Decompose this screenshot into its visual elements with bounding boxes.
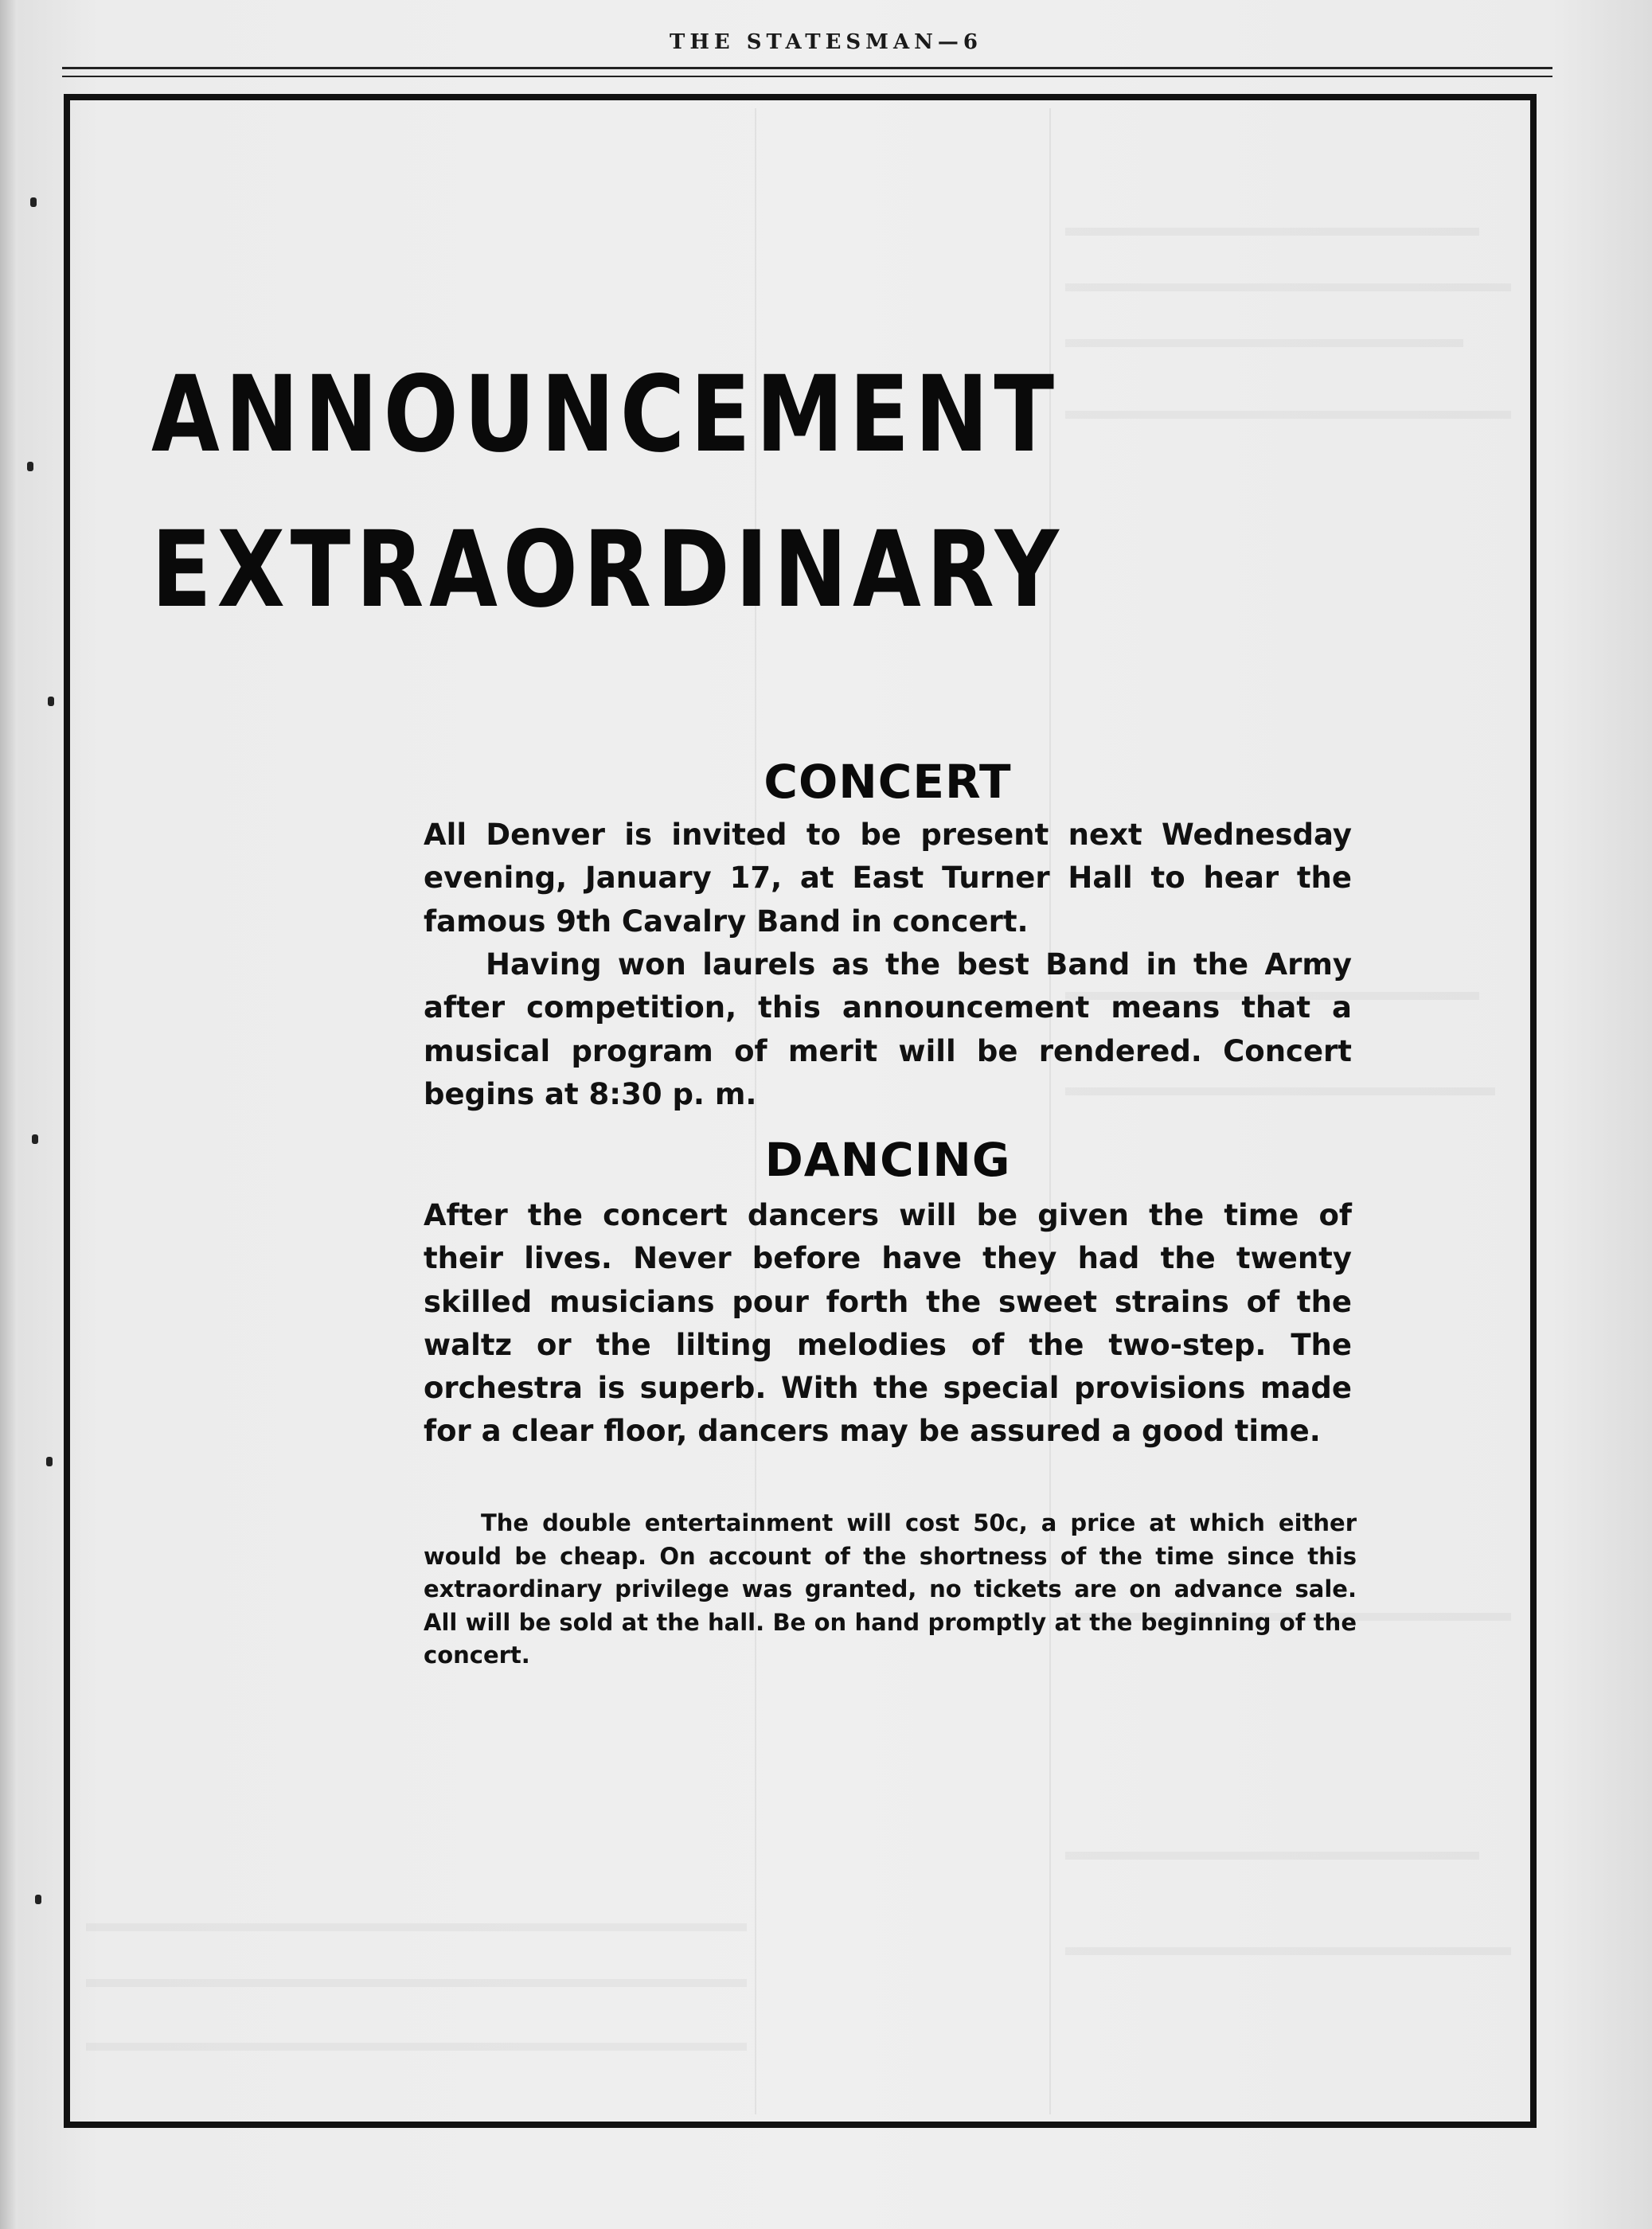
show-through-text (86, 1923, 747, 1931)
page-binding-edge (0, 0, 18, 2229)
headline-line-1: ANNOUNCEMENT (151, 353, 1060, 476)
show-through-text (1065, 339, 1463, 347)
show-through-text (1065, 411, 1511, 419)
binding-hole-mark (32, 1134, 38, 1144)
dancing-heading: DANCING (764, 1133, 1011, 1187)
concert-paragraph-2 (424, 943, 1352, 1116)
binding-hole-mark (35, 1895, 41, 1904)
show-through-text (86, 1979, 747, 1987)
binding-hole-mark (27, 462, 33, 471)
concert-heading: CONCERT (764, 755, 1012, 809)
headline-line-2: EXTRAORDINARY (151, 509, 1064, 631)
binding-hole-mark (30, 197, 37, 207)
running-head: THE STATESMAN—6 (670, 30, 982, 54)
show-through-text (1065, 1852, 1479, 1860)
dancing-paragraph: After the concert dancers will be given the time of their lives. Never before have they had the twenty skilled musicians pour forth the sweet strains of the waltz or the lilting melodies of the two-step. The orchestra is superb. With the special provisions made for a clear floor, dancers may be assured a good time. (424, 1198, 1352, 1449)
ticket-fine-print: The double entertainment will cost 50c, a price at which either would be cheap. On account of the shortness of the time since this extraordinary privilege was granted, no tickets are on advance sale. All will be sold at the hall. Be on hand promptly at the beginning of the concert. (424, 1509, 1357, 1669)
header-rule (62, 67, 1552, 69)
show-through-text (1065, 228, 1479, 236)
header-rule (62, 76, 1552, 77)
binding-hole-mark (48, 697, 54, 706)
show-through-text (1065, 1947, 1511, 1955)
concert-paragraph-1: All Denver is invited to be present next Wednesday evening, January 17, at East Turner Hall to hear the famous 9th Cavalry Band in concert. (424, 818, 1352, 939)
concert-paragraph-2-text: Having won laurels as the best Band in the Army after competition, this announcement means that a musical program of merit will be rendered. Concert begins at 8:30 p. m. (424, 947, 1352, 1111)
show-through-text (86, 2043, 747, 2051)
binding-hole-mark (46, 1457, 53, 1466)
show-through-text (1065, 283, 1511, 291)
